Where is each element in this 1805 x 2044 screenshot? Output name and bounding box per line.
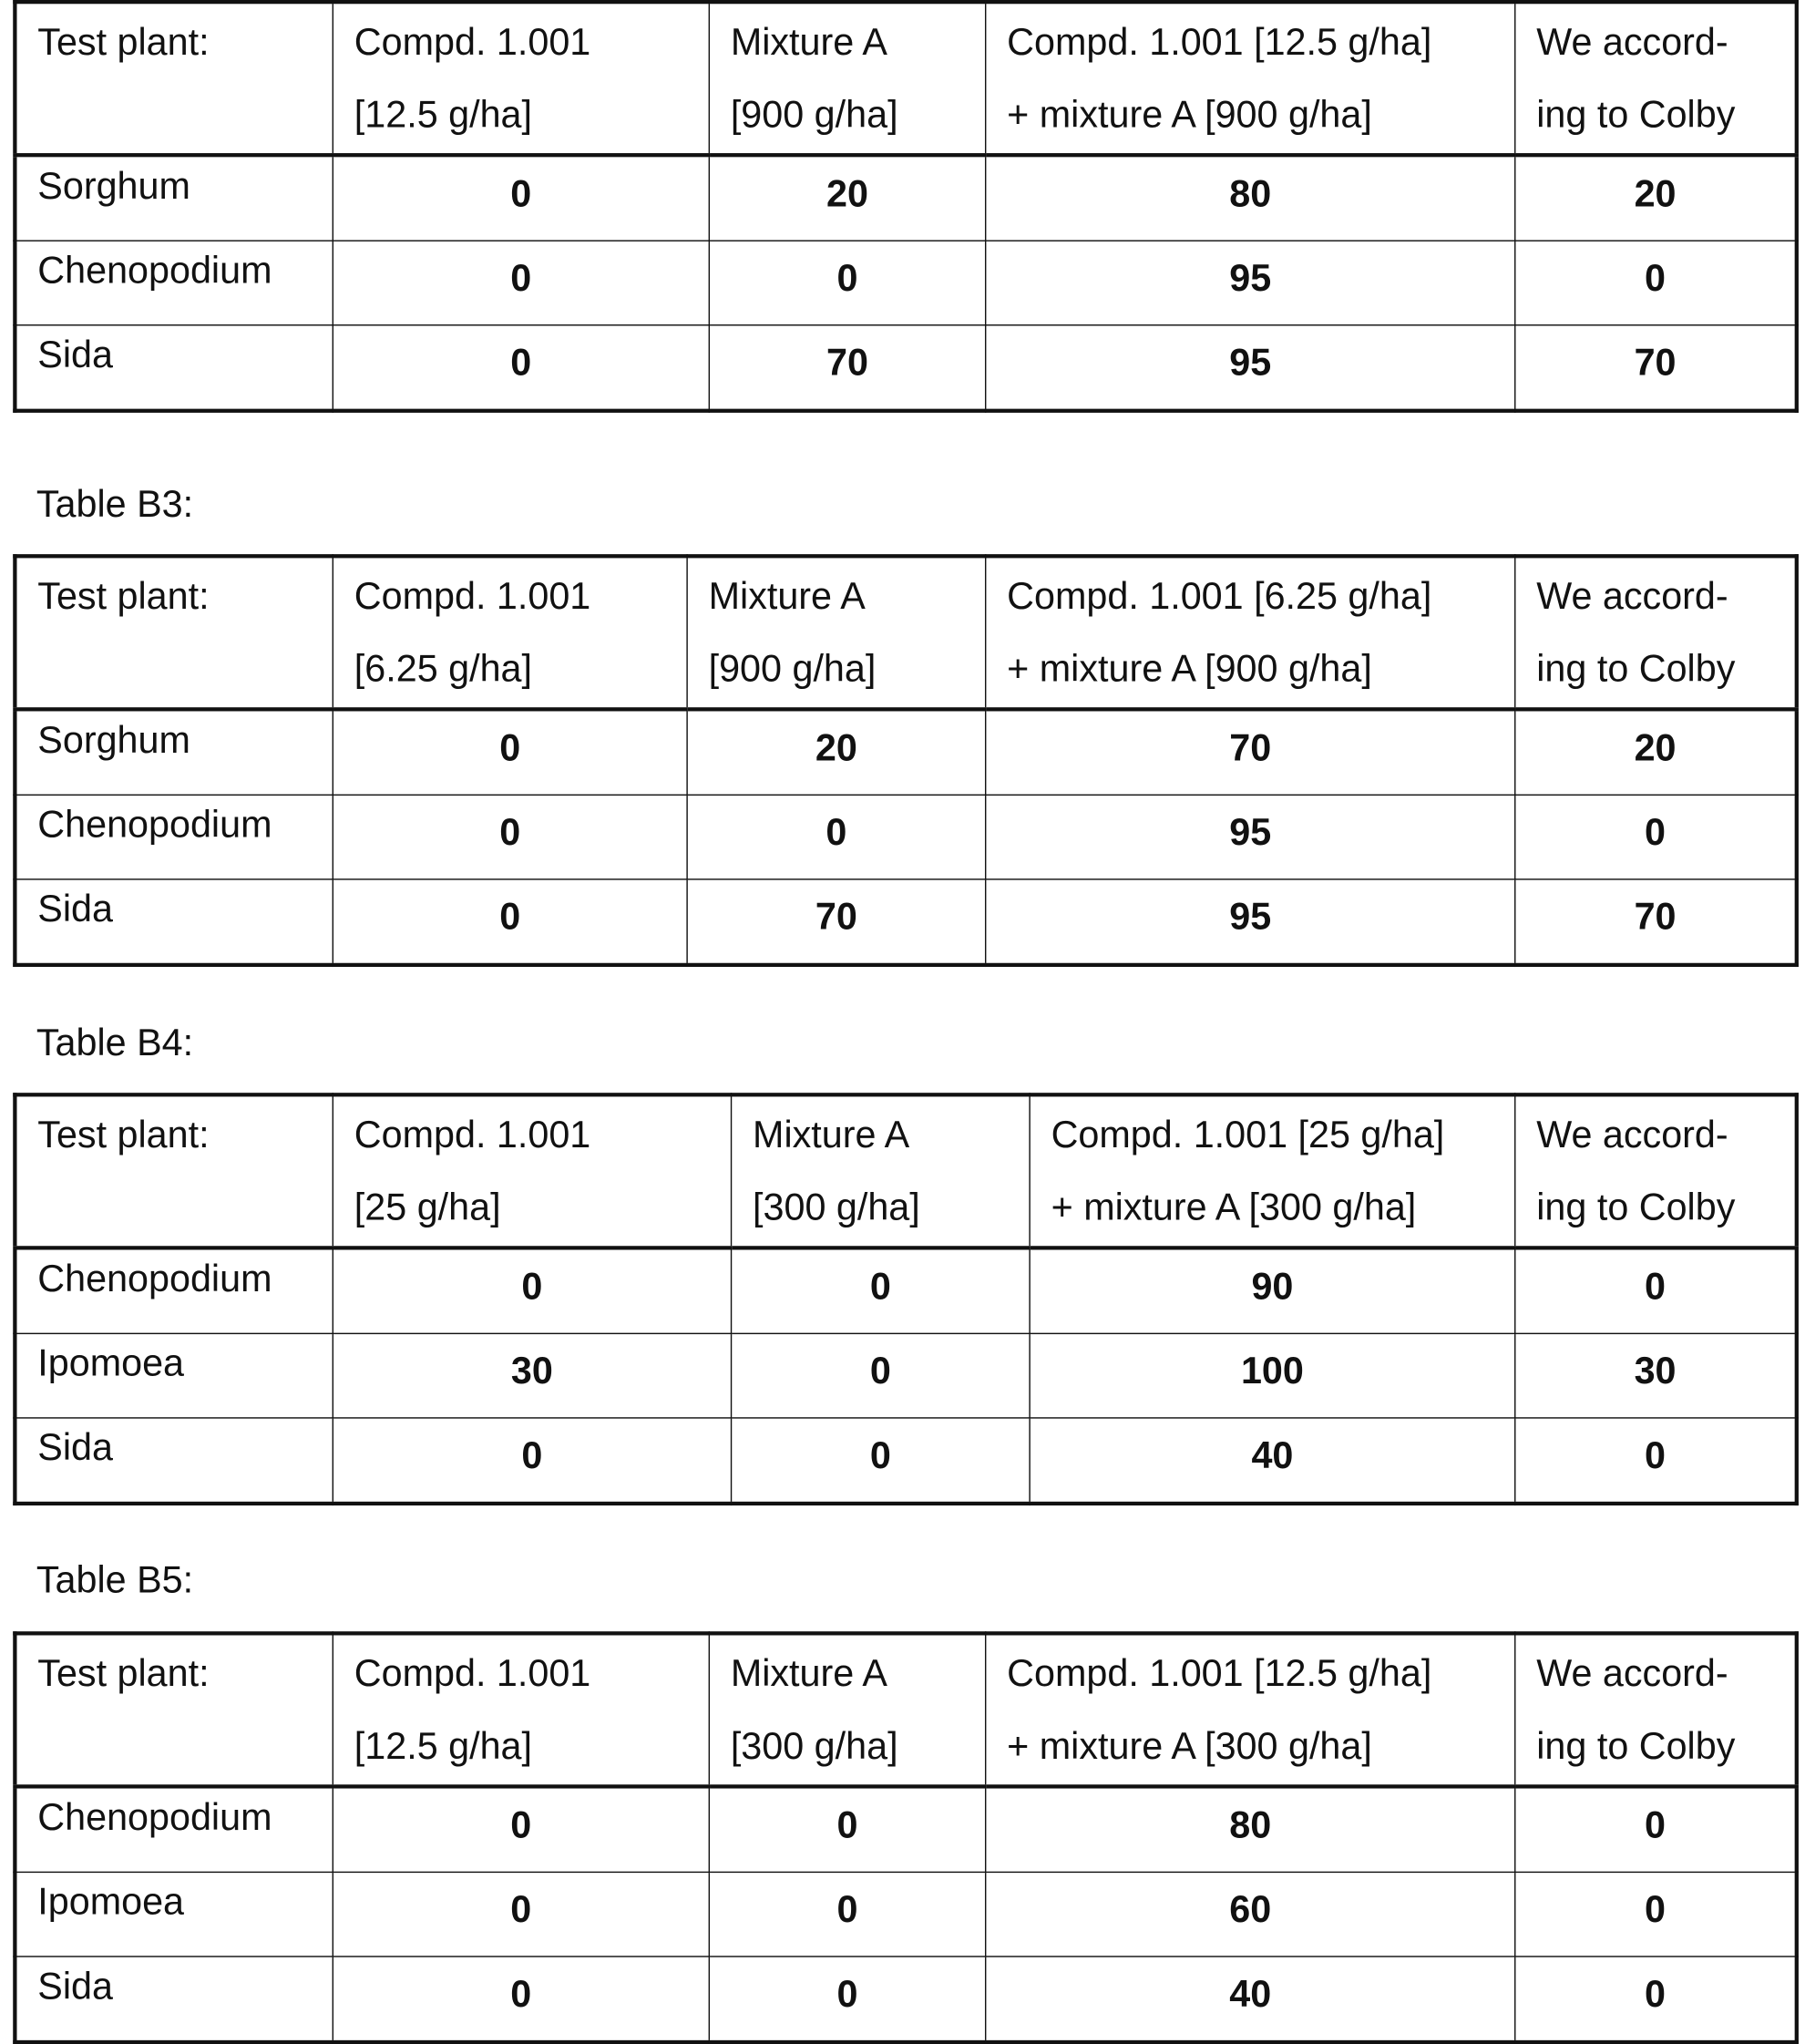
value-cell: 0: [709, 241, 985, 325]
value-cell: 20: [709, 155, 985, 241]
column-header: Test plant:: [15, 1633, 333, 1786]
header-row: [15, 1094, 1796, 1248]
value-cell: 0: [333, 1786, 709, 1872]
header-row: [15, 1633, 1796, 1786]
table-row: [15, 241, 1796, 325]
value-cell: 0: [333, 155, 709, 241]
column-header: Compd. 1.001 [25 g/ha] + mixture A [300 g/ha]: [1030, 1094, 1515, 1248]
plant-name-cell: Sorghum: [15, 709, 333, 795]
value-cell: 70: [986, 709, 1515, 795]
column-header: Compd. 1.001 [6.25 g/ha]: [333, 556, 687, 709]
header-row: [15, 556, 1796, 709]
value-cell: 30: [333, 1333, 731, 1418]
header-row: [15, 2, 1796, 155]
value-cell: 0: [1515, 1957, 1797, 2042]
value-cell: 80: [986, 155, 1515, 241]
value-cell: 0: [333, 325, 709, 411]
value-cell: 90: [1030, 1248, 1515, 1333]
value-cell: 95: [986, 241, 1515, 325]
plant-name-cell: Chenopodium: [15, 1786, 333, 1872]
document-page: [0, 0, 1805, 2034]
table-row: [15, 325, 1796, 411]
column-header: Compd. 1.001 [12.5 g/ha]: [333, 1633, 709, 1786]
results-table: [13, 1631, 1799, 2044]
value-cell: 0: [333, 1872, 709, 1957]
value-cell: 70: [709, 325, 985, 411]
column-header: We accord- ing to Colby: [1515, 1633, 1797, 1786]
results-table: [13, 0, 1799, 413]
value-cell: 40: [1030, 1418, 1515, 1504]
column-header: Test plant:: [15, 556, 333, 709]
value-cell: 100: [1030, 1333, 1515, 1418]
plant-name-cell: Ipomoea: [15, 1872, 333, 1957]
column-header: Compd. 1.001 [12.5 g/ha]: [333, 2, 709, 155]
value-cell: 0: [1515, 795, 1797, 879]
table-caption: Table B4:: [36, 1022, 193, 1065]
table-caption: Table B5:: [36, 1560, 193, 1603]
plant-name-cell: Sida: [15, 325, 333, 411]
value-cell: 95: [986, 879, 1515, 965]
value-cell: 0: [1515, 1418, 1797, 1504]
column-header: Mixture A [300 g/ha]: [709, 1633, 985, 1786]
column-header: Mixture A [900 g/ha]: [709, 2, 985, 155]
value-cell: 0: [709, 1872, 985, 1957]
value-cell: 0: [333, 795, 687, 879]
column-header: Test plant:: [15, 2, 333, 155]
table-row: [15, 155, 1796, 241]
value-cell: 60: [986, 1872, 1515, 1957]
value-cell: 95: [986, 795, 1515, 879]
column-header: Compd. 1.001 [12.5 g/ha] + mixture A [900 g/ha]: [986, 2, 1515, 155]
value-cell: 70: [1515, 879, 1797, 965]
value-cell: 20: [1515, 709, 1797, 795]
column-header: Test plant:: [15, 1094, 333, 1248]
value-cell: 0: [333, 1418, 731, 1504]
column-header: We accord- ing to Colby: [1515, 2, 1797, 155]
value-cell: 0: [1515, 1786, 1797, 1872]
results-table: [13, 554, 1799, 967]
plant-name-cell: Chenopodium: [15, 795, 333, 879]
table-row: [15, 879, 1796, 965]
value-cell: 0: [732, 1333, 1031, 1418]
value-cell: 40: [986, 1957, 1515, 2042]
table-row: [15, 795, 1796, 879]
plant-name-cell: Sida: [15, 1418, 333, 1504]
plant-name-cell: Chenopodium: [15, 1248, 333, 1333]
value-cell: 70: [1515, 325, 1797, 411]
column-header: We accord- ing to Colby: [1515, 556, 1797, 709]
table-row: [15, 1957, 1796, 2042]
value-cell: 0: [709, 1786, 985, 1872]
value-cell: 0: [687, 795, 986, 879]
plant-name-cell: Sida: [15, 879, 333, 965]
column-header: Mixture A [900 g/ha]: [687, 556, 986, 709]
column-header: Compd. 1.001 [12.5 g/ha] + mixture A [300 g/ha]: [986, 1633, 1515, 1786]
column-header: Mixture A [300 g/ha]: [732, 1094, 1031, 1248]
value-cell: 0: [1515, 1248, 1797, 1333]
plant-name-cell: Sida: [15, 1957, 333, 2042]
value-cell: 20: [1515, 155, 1797, 241]
value-cell: 0: [732, 1248, 1031, 1333]
value-cell: 95: [986, 325, 1515, 411]
value-cell: 0: [709, 1957, 985, 2042]
plant-name-cell: Chenopodium: [15, 241, 333, 325]
value-cell: 20: [687, 709, 986, 795]
value-cell: 0: [333, 709, 687, 795]
table-caption: Table B3:: [36, 484, 193, 527]
plant-name-cell: Sorghum: [15, 155, 333, 241]
table-row: [15, 1418, 1796, 1504]
value-cell: 0: [333, 241, 709, 325]
value-cell: 30: [1515, 1333, 1797, 1418]
value-cell: 0: [1515, 1872, 1797, 1957]
value-cell: 0: [1515, 241, 1797, 325]
value-cell: 70: [687, 879, 986, 965]
table-row: [15, 1333, 1796, 1418]
table-row: [15, 1786, 1796, 1872]
table-row: [15, 709, 1796, 795]
column-header: Compd. 1.001 [25 g/ha]: [333, 1094, 731, 1248]
value-cell: 0: [333, 1957, 709, 2042]
value-cell: 0: [333, 1248, 731, 1333]
value-cell: 0: [732, 1418, 1031, 1504]
column-header: We accord- ing to Colby: [1515, 1094, 1797, 1248]
column-header: Compd. 1.001 [6.25 g/ha] + mixture A [900 g/ha]: [986, 556, 1515, 709]
table-row: [15, 1248, 1796, 1333]
plant-name-cell: Ipomoea: [15, 1333, 333, 1418]
results-table: [13, 1093, 1799, 1505]
value-cell: 0: [333, 879, 687, 965]
table-row: [15, 1872, 1796, 1957]
value-cell: 80: [986, 1786, 1515, 1872]
